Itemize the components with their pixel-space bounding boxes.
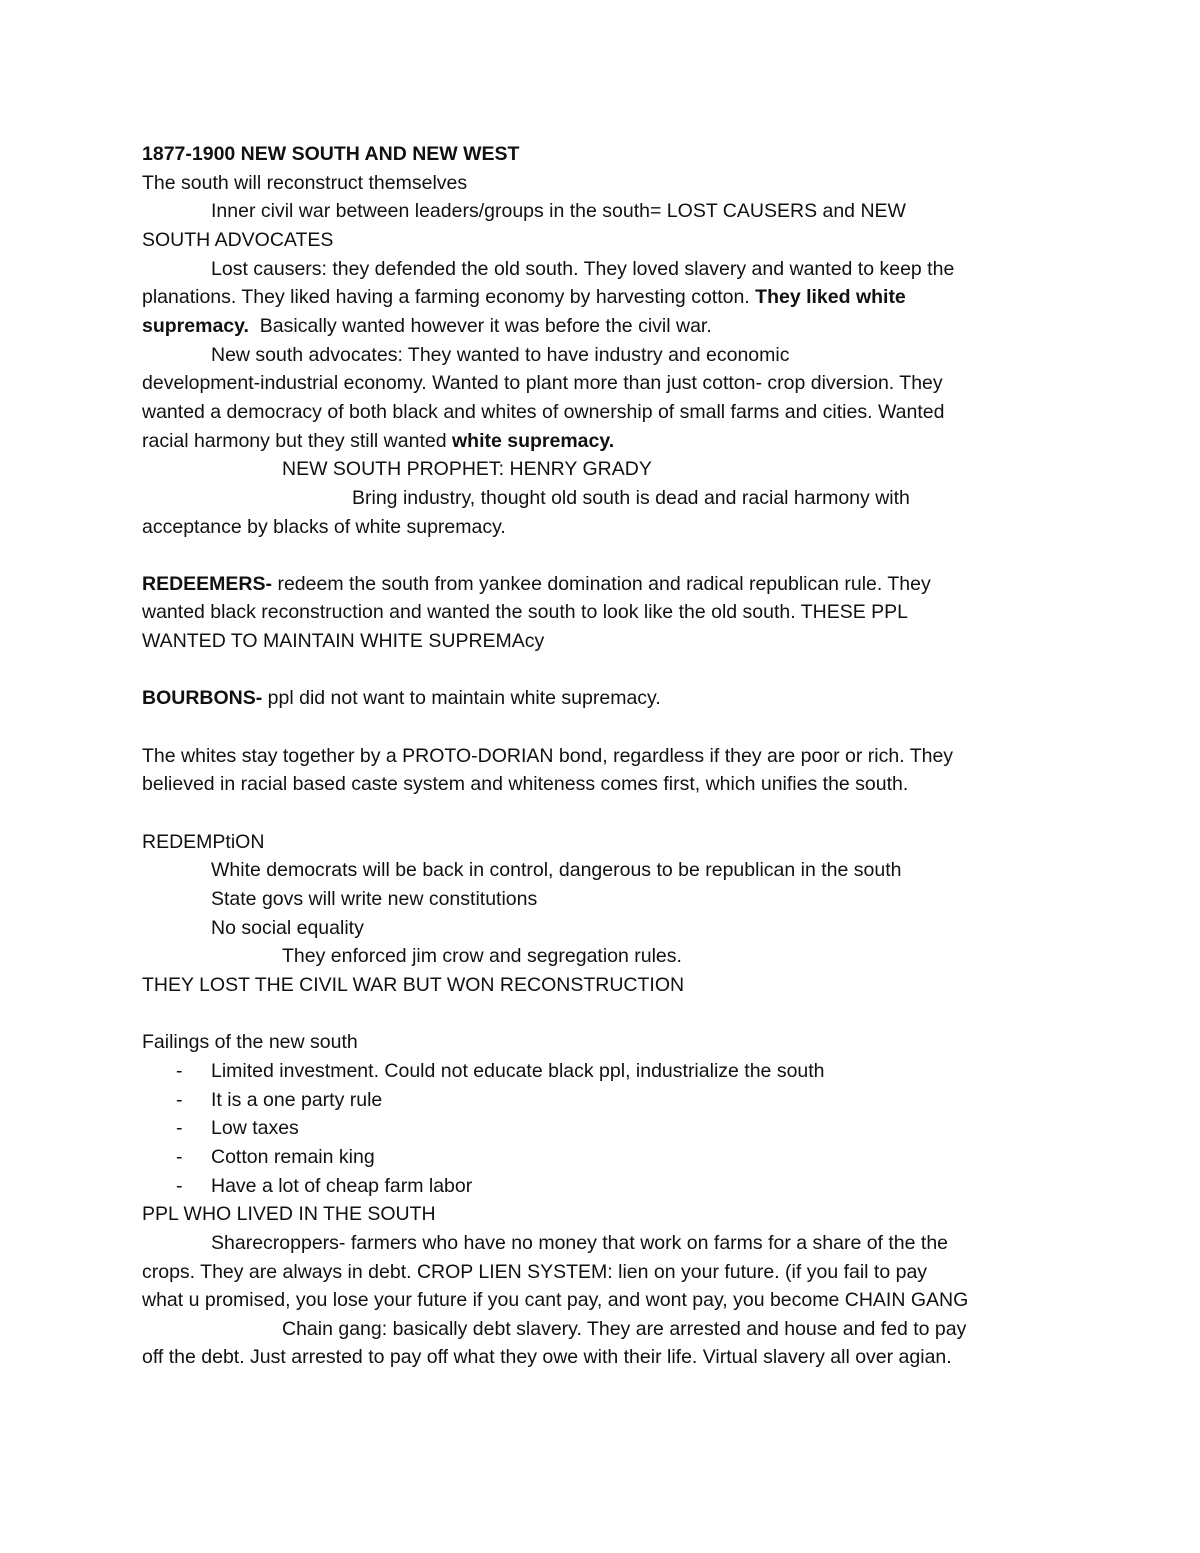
grady-line-2: acceptance by blacks of white supremacy.: [142, 515, 506, 538]
spacer: [142, 656, 1072, 685]
bullet-dash: -: [176, 1088, 183, 1111]
spacer: [142, 713, 1072, 742]
redemption-item: White democrats will be back in control, dangerous to be republican in the south: [211, 859, 902, 882]
lost-causers-line-2: planations. They liked having a farming economy by harvesting cotton. They liked white: [142, 286, 906, 309]
grady-line-1: Bring industry, thought old south is dead and racial harmony with: [352, 486, 910, 509]
new-south-advocates-line-4: racial harmony but they still wanted white supremacy.: [142, 429, 615, 452]
failings-list-item: - Have a lot of cheap farm labor: [142, 1172, 1072, 1201]
sharecroppers-line-2: crops. They are always in debt. CROP LIEN SYSTEM: lien on your future. (if you fail to pay: [142, 1260, 928, 1283]
failings-list-item: - Low taxes: [142, 1114, 1072, 1143]
chain-gang-line-2: off the debt. Just arrested to pay off what they owe with their life. Virtual slavery all over agian.: [142, 1346, 952, 1369]
lost-won-line: THEY LOST THE CIVIL WAR BUT WON RECONSTRUCTION: [142, 973, 685, 996]
bullet-dash: -: [176, 1059, 183, 1082]
redeemers-line-3: WANTED TO MAINTAIN WHITE SUPREMAcy: [142, 630, 545, 653]
spacer: [142, 799, 1072, 828]
bold-phrase: They liked white: [755, 286, 906, 309]
bold-phrase: supremacy.: [142, 314, 249, 337]
intro-line: The south will reconstruct themselves: [142, 171, 468, 194]
proto-dorian-line-1: The whites stay together by a PROTO-DORIAN bond, regardless if they are poor or rich. They: [142, 744, 954, 767]
lost-causers-line-3: supremacy. Basically wanted however it was before the civil war.: [142, 314, 712, 337]
new-south-prophet: NEW SOUTH PROPHET: HENRY GRADY: [282, 458, 652, 481]
spacer: [142, 1000, 1072, 1029]
failings-list-item: - Cotton remain king: [142, 1143, 1072, 1172]
ppl-heading: PPL WHO LIVED IN THE SOUTH: [142, 1203, 436, 1226]
bullet-dash: -: [176, 1174, 183, 1197]
bold-phrase: white supremacy.: [451, 429, 615, 452]
spacer: [142, 541, 1072, 570]
document-page: [142, 140, 1072, 1372]
redeemers-term: REDEEMERS-: [142, 572, 273, 595]
failings-list-item: - It is a one party rule: [142, 1086, 1072, 1115]
jim-crow-line: They enforced jim crow and segregation rules.: [282, 945, 682, 968]
redeemers-line-1: REDEEMERS- redeem the south from yankee domination and radical republican rule. They: [142, 572, 931, 595]
new-south-advocates-line-1: New south advocates: They wanted to have industry and economic: [211, 343, 790, 366]
proto-dorian-line-2: believed in racial based caste system and whiteness comes first, which unifies the south.: [142, 773, 909, 796]
inner-war-line-2: SOUTH ADVOCATES: [142, 228, 334, 251]
document-title: 1877-1900 NEW SOUTH AND NEW WEST: [142, 143, 520, 165]
bourbons-line: BOURBONS- ppl did not want to maintain white supremacy.: [142, 687, 661, 710]
new-south-advocates-line-3: wanted a democracy of both black and whites of ownership of small farms and cities. Wanted: [142, 400, 945, 423]
failings-list-item: - Limited investment. Could not educate black ppl, industrialize the south: [142, 1057, 1072, 1086]
failings-heading: Failings of the new south: [142, 1031, 358, 1054]
lost-causers-line-1: Lost causers: they defended the old south. They loved slavery and wanted to keep the: [211, 257, 955, 280]
bourbons-term: BOURBONS-: [142, 687, 263, 710]
sharecroppers-line-1: Sharecroppers- farmers who have no money that work on farms for a share of the the: [211, 1231, 949, 1254]
redemption-item: No social equality: [211, 916, 364, 939]
new-south-advocates-line-2: development-industrial economy. Wanted to plant more than just cotton- crop diversion. They: [142, 372, 943, 395]
redemption-item: State govs will write new constitutions: [211, 888, 538, 910]
redeemers-line-2: wanted black reconstruction and wanted the south to look like the old south. THESE PPL: [142, 601, 909, 624]
bullet-dash: -: [176, 1117, 183, 1140]
inner-war-line-1: Inner civil war between leaders/groups in the south= LOST CAUSERS and NEW: [211, 200, 906, 223]
chain-gang-line-1: Chain gang: basically debt slavery. They are arrested and house and fed to pay: [282, 1317, 967, 1340]
sharecroppers-line-3: what u promised, you lose your future if you cant pay, and wont pay, you become CHAIN GANG: [142, 1289, 969, 1312]
bullet-dash: -: [176, 1145, 183, 1168]
redemption-heading: REDEMPtiON: [142, 830, 265, 853]
